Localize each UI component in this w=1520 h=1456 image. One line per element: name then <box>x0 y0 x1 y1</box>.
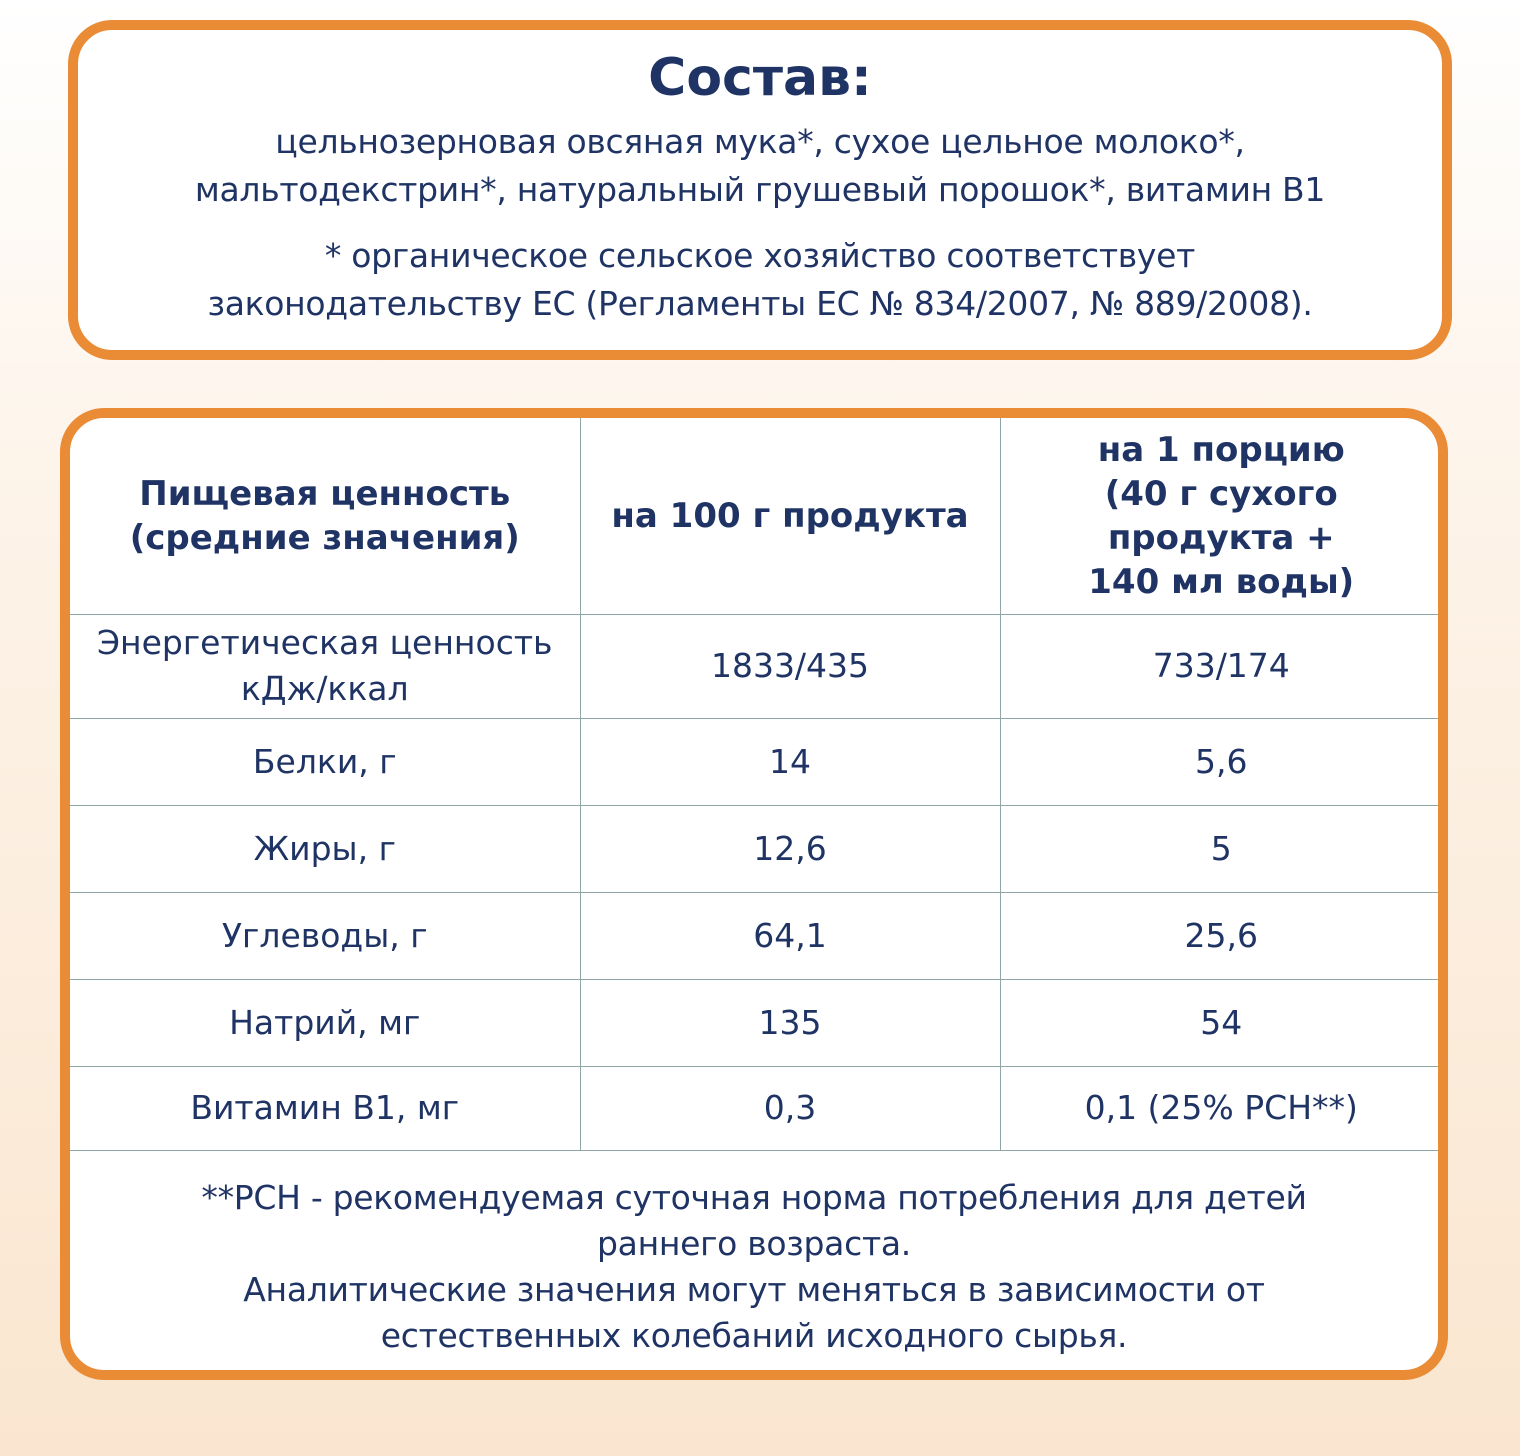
header-label: 140 мл воды) <box>1088 561 1355 602</box>
footnote <box>70 1151 1438 1359</box>
organic-note-line: * органическое сельское хозяйство соответствует <box>324 236 1196 275</box>
header-label: Пищевая ценность <box>139 473 511 514</box>
value-per-100g: 12,6 <box>580 805 1000 892</box>
value-per-portion: 54 <box>1000 979 1442 1066</box>
table-header-row <box>70 418 1442 614</box>
ingredients-line: цельнозерновая овсяная мука*, сухое цельное молоко*, <box>275 122 1245 161</box>
composition-card <box>68 20 1452 360</box>
header-label: на 1 порцию <box>1097 429 1345 470</box>
value-per-portion: 5 <box>1000 805 1442 892</box>
table-row <box>70 1066 1442 1150</box>
nutrient-name <box>70 614 580 718</box>
footnote-line: **РСН - рекомендуемая суточная норма потребления для детей <box>201 1177 1307 1217</box>
footnote-line: Аналитические значения могут меняться в зависимости от <box>243 1269 1265 1309</box>
organic-note-line: законодательству ЕС (Регламенты ЕС № 834/2007, № 889/2008). <box>207 284 1313 323</box>
header-per-100g: на 100 г продукта <box>580 418 1000 614</box>
value-per-100g: 64,1 <box>580 892 1000 979</box>
header-label: (средние значения) <box>129 517 520 558</box>
value-per-portion: 0,1 (25% РСН**) <box>1000 1066 1442 1150</box>
header-label: продукта + <box>1107 517 1335 558</box>
nutrient-name: Жиры, г <box>70 805 580 892</box>
nutrient-name: Витамин В1, мг <box>70 1066 580 1150</box>
nutrient-name-line: Энергетическая ценность <box>96 623 553 662</box>
value-per-100g: 135 <box>580 979 1000 1066</box>
table-row <box>70 718 1442 805</box>
nutrient-name: Углеводы, г <box>70 892 580 979</box>
header-nutrition-value <box>70 418 580 614</box>
header-per-portion <box>1000 418 1442 614</box>
table-row <box>70 805 1442 892</box>
table-row <box>70 979 1442 1066</box>
value-per-100g: 0,3 <box>580 1066 1000 1150</box>
ingredients-line: мальтодекстрин*, натуральный грушевый порошок*, витамин В1 <box>194 170 1326 209</box>
value-per-portion: 5,6 <box>1000 718 1442 805</box>
table-row <box>70 614 1442 718</box>
organic-note <box>78 232 1442 328</box>
footnote-line: естественных колебаний исходного сырья. <box>380 1315 1128 1355</box>
footnote-line: раннего возраста. <box>597 1223 911 1263</box>
nutrient-name: Натрий, мг <box>70 979 580 1066</box>
nutrient-name: Белки, г <box>70 718 580 805</box>
table-row <box>70 892 1442 979</box>
value-per-100g: 14 <box>580 718 1000 805</box>
nutrition-card <box>60 408 1448 1380</box>
nutrient-name-line: кДж/ккал <box>240 669 409 708</box>
value-per-portion: 25,6 <box>1000 892 1442 979</box>
header-label: (40 г сухого <box>1104 473 1338 514</box>
nutrition-table <box>70 418 1442 1151</box>
value-per-100g: 1833/435 <box>580 614 1000 718</box>
ingredients-text <box>78 118 1442 214</box>
value-per-portion: 733/174 <box>1000 614 1442 718</box>
composition-title: Состав: <box>648 48 872 108</box>
